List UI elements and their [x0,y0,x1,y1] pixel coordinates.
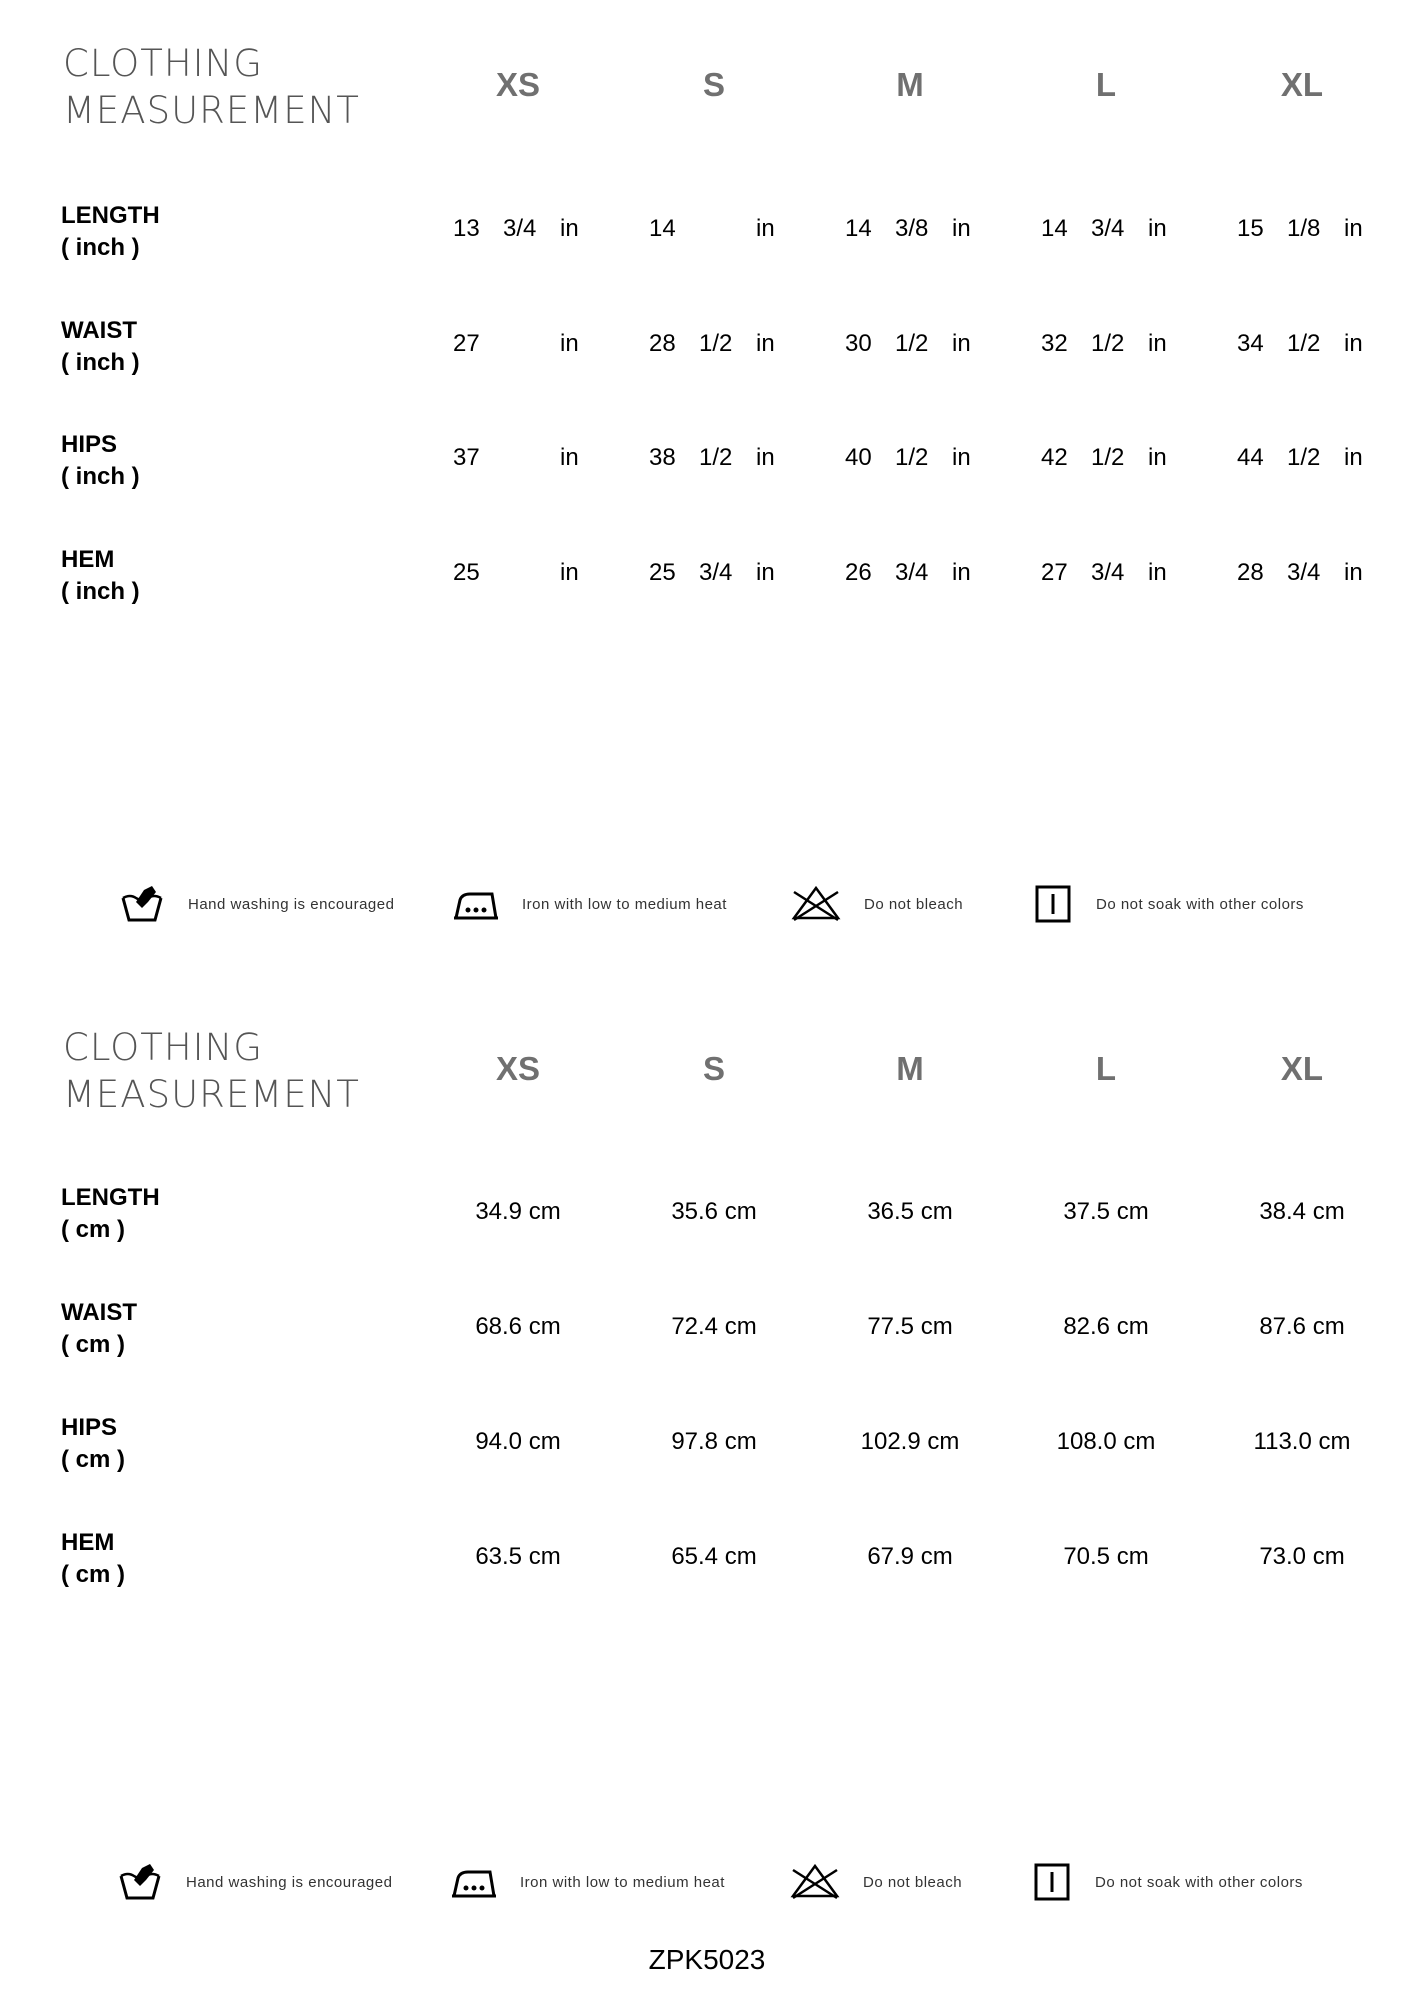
size-header-s: S [702,66,725,103]
iron-icon [452,884,500,924]
hem-l-value: 70.5 cm [1063,1543,1149,1570]
row-label-waist: WAIST ( cm ) [61,1299,137,1358]
care-no-bleach-text: Do not bleach [864,896,964,913]
length-xl-unit: in [1344,215,1363,242]
waist-xl-value: 87.6 cm [1259,1313,1345,1340]
waist-l-unit: in [1148,330,1167,357]
care-iron-text: Iron with low to medium heat [522,896,727,913]
waist-m-unit: in [952,330,971,357]
length-m-unit: in [952,215,971,242]
hips-m-fraction: 1/2 [895,444,929,471]
length-m-fraction: 3/8 [895,215,929,242]
hips-m-whole: 40 [845,444,872,471]
hips-s-fraction: 1/2 [699,444,733,471]
length-l-unit: in [1148,215,1167,242]
waist-l-value: 82.6 cm [1063,1313,1149,1340]
hem-xl-whole: 28 [1237,559,1264,586]
hips-s-value: 97.8 cm [671,1428,757,1455]
length-s-whole: 14 [649,215,676,242]
length-xl-fraction: 1/8 [1287,215,1321,242]
hips-l-value: 108.0 cm [1056,1428,1156,1455]
hem-l-unit: in [1148,559,1167,586]
waist-m-whole: 30 [845,330,872,357]
inch-section [0,0,1414,980]
waist-xl-unit: in [1344,330,1363,357]
hips-xl-value: 113.0 cm [1253,1428,1351,1455]
hem-xl-value: 73.0 cm [1259,1543,1345,1570]
length-l-whole: 14 [1041,215,1068,242]
waist-xs-value: 68.6 cm [475,1313,561,1340]
page-title: CLOTHING MEASUREMENT [63,1026,360,1116]
care-no-bleach-text: Do not bleach [863,1874,963,1891]
waist-s-whole: 28 [649,330,676,357]
hem-s-value: 65.4 cm [671,1543,757,1570]
size-header-l: L [1095,1050,1117,1087]
page-title: CLOTHING MEASUREMENT [63,42,360,132]
hips-s-whole: 38 [649,444,676,471]
hem-xs-whole: 25 [453,559,480,586]
length-xs-value: 34.9 cm [475,1198,561,1225]
size-header-l: L [1095,66,1117,103]
length-xs-fraction: 3/4 [503,215,537,242]
hand-wash-icon [118,1862,162,1902]
length-l-fraction: 3/4 [1091,215,1125,242]
hem-m-fraction: 3/4 [895,559,929,586]
hips-xl-fraction: 1/2 [1287,444,1321,471]
no-soak-icon [1033,1862,1071,1902]
row-label-length: LENGTH ( cm ) [61,1184,160,1243]
hips-m-value: 102.9 cm [860,1428,960,1455]
hem-xs-value: 63.5 cm [475,1543,561,1570]
hips-l-fraction: 1/2 [1091,444,1125,471]
waist-l-fraction: 1/2 [1091,330,1125,357]
row-label-hips: HIPS ( inch ) [61,431,140,490]
row-label-waist: WAIST ( inch ) [61,317,140,376]
hem-l-fraction: 3/4 [1091,559,1125,586]
no-bleach-icon [789,1862,841,1902]
waist-xs-unit: in [560,330,579,357]
waist-m-value: 77.5 cm [867,1313,953,1340]
row-label-hips: HIPS ( cm ) [61,1414,126,1473]
waist-xl-fraction: 1/2 [1287,330,1321,357]
hem-s-whole: 25 [649,559,676,586]
care-hand-wash-text: Hand washing is encouraged [188,896,395,913]
length-xl-value: 38.4 cm [1259,1198,1345,1225]
length-l-value: 37.5 cm [1063,1198,1149,1225]
hips-xl-whole: 44 [1237,444,1264,471]
waist-l-whole: 32 [1041,330,1068,357]
hem-xs-unit: in [560,559,579,586]
hem-l-whole: 27 [1041,559,1068,586]
length-s-unit: in [756,215,775,242]
waist-s-unit: in [756,330,775,357]
length-xl-whole: 15 [1237,215,1264,242]
size-header-m: M [896,66,924,103]
care-hand-wash-text: Hand washing is encouraged [186,1874,393,1891]
waist-s-value: 72.4 cm [671,1313,757,1340]
row-label-hem: HEM ( cm ) [61,1529,126,1588]
waist-s-fraction: 1/2 [699,330,733,357]
hem-s-unit: in [756,559,775,586]
care-instructions [0,876,1414,936]
row-label-hem: HEM ( inch ) [61,546,140,605]
length-xs-unit: in [560,215,579,242]
size-header-xl: XL [1280,1050,1324,1087]
hips-m-unit: in [952,444,971,471]
care-no-soak-text: Do not soak with other colors [1095,1874,1303,1891]
row-label-length: LENGTH ( inch ) [61,202,160,261]
iron-icon [450,1862,498,1902]
size-header-s: S [702,1050,725,1087]
cm-section [0,984,1414,1944]
waist-m-fraction: 1/2 [895,330,929,357]
hem-m-unit: in [952,559,971,586]
hem-xl-fraction: 3/4 [1287,559,1321,586]
care-no-soak-text: Do not soak with other colors [1096,896,1304,913]
length-m-value: 36.5 cm [867,1198,953,1225]
hips-xs-unit: in [560,444,579,471]
hem-xl-unit: in [1344,559,1363,586]
hips-s-unit: in [756,444,775,471]
hips-xs-whole: 37 [453,444,480,471]
waist-xs-whole: 27 [453,330,480,357]
hips-xl-unit: in [1344,444,1363,471]
size-header-m: M [896,1050,924,1087]
length-m-whole: 14 [845,215,872,242]
care-instructions [0,1854,1414,1914]
hips-l-whole: 42 [1041,444,1068,471]
size-header-xs: XS [495,1050,541,1087]
no-soak-icon [1034,884,1072,924]
product-code: ZPK5023 [648,1944,766,1975]
waist-xl-whole: 34 [1237,330,1264,357]
hips-xs-value: 94.0 cm [475,1428,561,1455]
hem-m-value: 67.9 cm [867,1543,953,1570]
hand-wash-icon [120,884,164,924]
hips-l-unit: in [1148,444,1167,471]
size-header-xs: XS [495,66,541,103]
size-header-xl: XL [1280,66,1324,103]
no-bleach-icon [790,884,842,924]
length-s-value: 35.6 cm [671,1198,757,1225]
hem-m-whole: 26 [845,559,872,586]
hem-s-fraction: 3/4 [699,559,733,586]
care-iron-text: Iron with low to medium heat [520,1874,725,1891]
length-xs-whole: 13 [453,215,480,242]
